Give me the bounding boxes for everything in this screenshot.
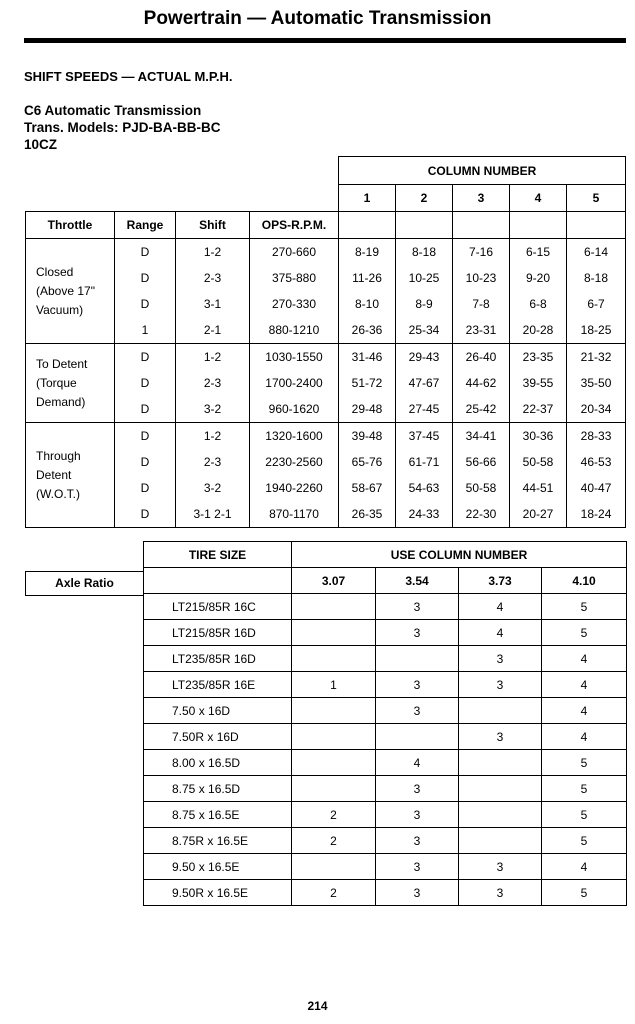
speed-cell-col-1: 11-26 <box>339 265 396 291</box>
column-number-cell: 3 <box>459 724 542 750</box>
column-number-cell: 5 <box>542 880 627 906</box>
ops-rpm-cell: 1030-1550 <box>250 344 339 371</box>
speed-cell-col-4: 50-58 <box>510 449 567 475</box>
speed-cell-col-2: 61-71 <box>396 449 453 475</box>
column-number-cell: 5 <box>542 594 627 620</box>
column-number-cell: 3 <box>459 646 542 672</box>
transmission-code: 10CZ <box>24 137 58 152</box>
column-number-cell: 3 <box>459 880 542 906</box>
tire-row <box>144 776 627 802</box>
speed-cell-col-1: 65-76 <box>339 449 396 475</box>
speed-cell-col-3: 10-23 <box>453 265 510 291</box>
column-number-cell: 4 <box>542 854 627 880</box>
column-number-cell <box>292 776 376 802</box>
shift-cell: 3-2 <box>176 475 250 501</box>
column-number-cell <box>376 646 459 672</box>
tire-size-cell: 9.50 x 16.5E <box>144 854 292 880</box>
shift-row <box>26 370 626 396</box>
column-number-cell: 3 <box>376 594 459 620</box>
axle-ratio-blank <box>144 568 292 594</box>
range-header: Range <box>115 212 176 239</box>
tire-row <box>144 724 627 750</box>
shift-cell: 2-3 <box>176 265 250 291</box>
tire-size-table <box>143 541 627 906</box>
column-number-cell <box>459 698 542 724</box>
speed-cell-col-1: 58-67 <box>339 475 396 501</box>
column-number-cell <box>292 724 376 750</box>
shift-row <box>26 239 626 266</box>
column-number-cell: 2 <box>292 880 376 906</box>
speed-cell-col-5: 6-14 <box>567 239 626 266</box>
section-heading: SHIFT SPEEDS — ACTUAL M.P.H. <box>24 69 233 84</box>
speed-cell-col-4: 9-20 <box>510 265 567 291</box>
column-number-cell <box>292 646 376 672</box>
speed-cell-col-2: 24-33 <box>396 501 453 528</box>
tire-size-header: TIRE SIZE <box>144 542 292 568</box>
throttle-label <box>26 239 115 344</box>
speed-cell-col-2: 8-18 <box>396 239 453 266</box>
transmission-models: Trans. Models: PJD-BA-BB-BC <box>24 120 221 135</box>
tire-row <box>144 646 627 672</box>
tire-row <box>144 828 627 854</box>
shift-cell: 1-2 <box>176 344 250 371</box>
tire-row <box>144 854 627 880</box>
tire-size-cell: 8.75 x 16.5D <box>144 776 292 802</box>
speed-cell-col-4: 6-8 <box>510 291 567 317</box>
axle-ratio-3-54: 3.54 <box>376 568 459 594</box>
shift-cell: 1-2 <box>176 239 250 266</box>
page-title: Powertrain — Automatic Transmission <box>143 8 492 29</box>
speed-cell-col-1: 31-46 <box>339 344 396 371</box>
tire-size-cell: LT215/85R 16D <box>144 620 292 646</box>
speed-cell-col-2: 25-34 <box>396 317 453 344</box>
speed-cell-col-3: 7-16 <box>453 239 510 266</box>
ops-rpm-cell: 1700-2400 <box>250 370 339 396</box>
column-number-cell: 2 <box>292 802 376 828</box>
speed-cell-col-2: 29-43 <box>396 344 453 371</box>
column-number-2: 2 <box>396 185 453 212</box>
ops-rpm-cell: 880-1210 <box>250 317 339 344</box>
column-header-blank <box>339 212 396 239</box>
column-number-cell <box>292 698 376 724</box>
range-cell: 1 <box>115 317 176 344</box>
column-number-cell: 4 <box>542 646 627 672</box>
speed-cell-col-2: 8-9 <box>396 291 453 317</box>
ops-rpm-header: OPS-R.P.M. <box>250 212 339 239</box>
tire-size-cell: LT235/85R 16D <box>144 646 292 672</box>
tire-row <box>144 802 627 828</box>
tire-row <box>144 698 627 724</box>
column-number-cell: 3 <box>376 854 459 880</box>
range-cell: D <box>115 265 176 291</box>
range-cell: D <box>115 239 176 266</box>
ops-rpm-cell: 960-1620 <box>250 396 339 423</box>
column-number-cell: 4 <box>376 750 459 776</box>
column-number-cell <box>459 776 542 802</box>
speed-cell-col-4: 6-15 <box>510 239 567 266</box>
shift-row <box>26 396 626 423</box>
throttle-label-line: Closed <box>36 264 74 279</box>
column-number-1: 1 <box>339 185 396 212</box>
column-number-cell <box>459 802 542 828</box>
throttle-label-line: Demand) <box>36 394 86 409</box>
page-number: 214 <box>307 999 328 1013</box>
shift-cell: 2-3 <box>176 370 250 396</box>
column-number-cell <box>292 750 376 776</box>
column-header-blank <box>510 212 567 239</box>
ops-rpm-cell: 1320-1600 <box>250 423 339 450</box>
column-number-4: 4 <box>510 185 567 212</box>
throttle-label-line: Through <box>36 448 81 463</box>
tire-size-cell: 7.50R x 16D <box>144 724 292 750</box>
tire-row <box>144 620 627 646</box>
shift-row <box>26 449 626 475</box>
column-number-cell: 3 <box>459 672 542 698</box>
shift-cell: 3-2 <box>176 396 250 423</box>
tire-size-cell: LT215/85R 16C <box>144 594 292 620</box>
shift-speeds-table <box>25 156 626 528</box>
speed-cell-col-2: 27-45 <box>396 396 453 423</box>
speed-cell-col-4: 23-35 <box>510 344 567 371</box>
ops-rpm-cell: 1940-2260 <box>250 475 339 501</box>
range-cell: D <box>115 423 176 450</box>
speed-cell-col-1: 39-48 <box>339 423 396 450</box>
range-cell: D <box>115 291 176 317</box>
transmission-name: C6 Automatic Transmission <box>24 103 202 118</box>
shift-row <box>26 423 626 450</box>
shift-table-body <box>26 239 626 528</box>
speed-cell-col-2: 10-25 <box>396 265 453 291</box>
speed-cell-col-3: 34-41 <box>453 423 510 450</box>
shift-row <box>26 291 626 317</box>
column-number-cell <box>459 750 542 776</box>
column-number-cell: 1 <box>292 672 376 698</box>
range-cell: D <box>115 344 176 371</box>
column-number-cell <box>376 724 459 750</box>
axle-ratio-label: Axle Ratio <box>25 571 144 596</box>
throttle-label-line: To Detent <box>36 356 88 371</box>
column-number-cell: 2 <box>292 828 376 854</box>
speed-cell-col-4: 20-27 <box>510 501 567 528</box>
column-number-cell: 5 <box>542 750 627 776</box>
throttle-label <box>26 423 115 528</box>
column-number-cell: 5 <box>542 828 627 854</box>
speed-cell-col-1: 8-10 <box>339 291 396 317</box>
shift-row <box>26 265 626 291</box>
column-number-cell: 5 <box>542 802 627 828</box>
tire-table-body <box>144 594 627 906</box>
speed-cell-col-1: 8-19 <box>339 239 396 266</box>
column-number-cell: 3 <box>376 802 459 828</box>
speed-cell-col-5: 40-47 <box>567 475 626 501</box>
speed-cell-col-2: 54-63 <box>396 475 453 501</box>
shift-cell: 3-1 2-1 <box>176 501 250 528</box>
speed-cell-col-3: 50-58 <box>453 475 510 501</box>
column-number-cell: 3 <box>376 776 459 802</box>
speed-cell-col-1: 26-35 <box>339 501 396 528</box>
column-number-cell <box>292 620 376 646</box>
column-number-cell: 3 <box>376 620 459 646</box>
speed-cell-col-2: 47-67 <box>396 370 453 396</box>
range-cell: D <box>115 501 176 528</box>
speed-cell-col-5: 20-34 <box>567 396 626 423</box>
speed-cell-col-5: 35-50 <box>567 370 626 396</box>
shift-row <box>26 344 626 371</box>
throttle-label-line: Vacuum) <box>36 302 84 317</box>
ops-rpm-cell: 375-880 <box>250 265 339 291</box>
shift-row <box>26 317 626 344</box>
tire-size-cell: 7.50 x 16D <box>144 698 292 724</box>
throttle-header: Throttle <box>26 212 115 239</box>
column-number-cell: 3 <box>459 854 542 880</box>
column-number-cell <box>292 854 376 880</box>
speed-cell-col-3: 26-40 <box>453 344 510 371</box>
ops-rpm-cell: 2230-2560 <box>250 449 339 475</box>
speed-cell-col-5: 18-24 <box>567 501 626 528</box>
shift-cell: 2-3 <box>176 449 250 475</box>
speed-cell-col-1: 51-72 <box>339 370 396 396</box>
tire-row <box>144 880 627 906</box>
speed-cell-col-3: 25-42 <box>453 396 510 423</box>
speed-cell-col-3: 22-30 <box>453 501 510 528</box>
tire-size-cell: 8.00 x 16.5D <box>144 750 292 776</box>
speed-cell-col-1: 26-36 <box>339 317 396 344</box>
column-number-cell: 4 <box>542 672 627 698</box>
speed-cell-col-3: 44-62 <box>453 370 510 396</box>
speed-cell-col-1: 29-48 <box>339 396 396 423</box>
column-number-cell: 4 <box>459 620 542 646</box>
speed-cell-col-5: 46-53 <box>567 449 626 475</box>
range-cell: D <box>115 396 176 423</box>
speed-cell-col-5: 6-7 <box>567 291 626 317</box>
speed-cell-col-5: 21-32 <box>567 344 626 371</box>
column-number-cell: 4 <box>542 698 627 724</box>
tire-size-cell: 9.50R x 16.5E <box>144 880 292 906</box>
speed-cell-col-4: 44-51 <box>510 475 567 501</box>
column-number-3: 3 <box>453 185 510 212</box>
column-number-cell: 4 <box>542 724 627 750</box>
column-number-cell: 3 <box>376 880 459 906</box>
range-cell: D <box>115 449 176 475</box>
column-number-cell <box>292 594 376 620</box>
speed-cell-col-3: 23-31 <box>453 317 510 344</box>
speed-cell-col-4: 30-36 <box>510 423 567 450</box>
title-rule <box>24 38 626 43</box>
shift-row <box>26 501 626 528</box>
axle-ratio-3-07: 3.07 <box>292 568 376 594</box>
column-number-title: COLUMN NUMBER <box>339 157 626 185</box>
speed-cell-col-5: 8-18 <box>567 265 626 291</box>
speed-cell-col-5: 18-25 <box>567 317 626 344</box>
shift-cell: 2-1 <box>176 317 250 344</box>
axle-ratio-4-10: 4.10 <box>542 568 627 594</box>
use-column-header: USE COLUMN NUMBER <box>292 542 627 568</box>
column-number-cell: 3 <box>376 698 459 724</box>
tire-row <box>144 750 627 776</box>
ops-rpm-cell: 270-660 <box>250 239 339 266</box>
ops-rpm-cell: 870-1170 <box>250 501 339 528</box>
column-header-blank <box>567 212 626 239</box>
speed-cell-col-4: 39-55 <box>510 370 567 396</box>
tire-size-cell: LT235/85R 16E <box>144 672 292 698</box>
speed-cell-col-3: 56-66 <box>453 449 510 475</box>
column-number-cell: 5 <box>542 776 627 802</box>
shift-cell: 1-2 <box>176 423 250 450</box>
throttle-label-line: (W.O.T.) <box>36 486 80 501</box>
tire-size-cell: 8.75 x 16.5E <box>144 802 292 828</box>
tire-size-cell: 8.75R x 16.5E <box>144 828 292 854</box>
throttle-label-line: Detent <box>36 467 72 482</box>
range-cell: D <box>115 370 176 396</box>
speed-cell-col-3: 7-8 <box>453 291 510 317</box>
range-cell: D <box>115 475 176 501</box>
throttle-label-line: (Torque <box>36 375 77 390</box>
throttle-label-line: (Above 17" <box>36 283 95 298</box>
axle-ratio-3-73: 3.73 <box>459 568 542 594</box>
column-number-cell: 3 <box>376 672 459 698</box>
column-number-cell: 3 <box>376 828 459 854</box>
column-number-5: 5 <box>567 185 626 212</box>
column-number-cell: 5 <box>542 620 627 646</box>
tire-row <box>144 594 627 620</box>
speed-cell-col-4: 22-37 <box>510 396 567 423</box>
throttle-label <box>26 344 115 423</box>
shift-cell: 3-1 <box>176 291 250 317</box>
column-header-blank <box>453 212 510 239</box>
shift-row <box>26 475 626 501</box>
speed-cell-col-5: 28-33 <box>567 423 626 450</box>
column-number-cell: 4 <box>459 594 542 620</box>
column-number-cell <box>459 828 542 854</box>
speed-cell-col-4: 20-28 <box>510 317 567 344</box>
shift-header: Shift <box>176 212 250 239</box>
column-header-blank <box>396 212 453 239</box>
ops-rpm-cell: 270-330 <box>250 291 339 317</box>
speed-cell-col-2: 37-45 <box>396 423 453 450</box>
tire-row <box>144 672 627 698</box>
